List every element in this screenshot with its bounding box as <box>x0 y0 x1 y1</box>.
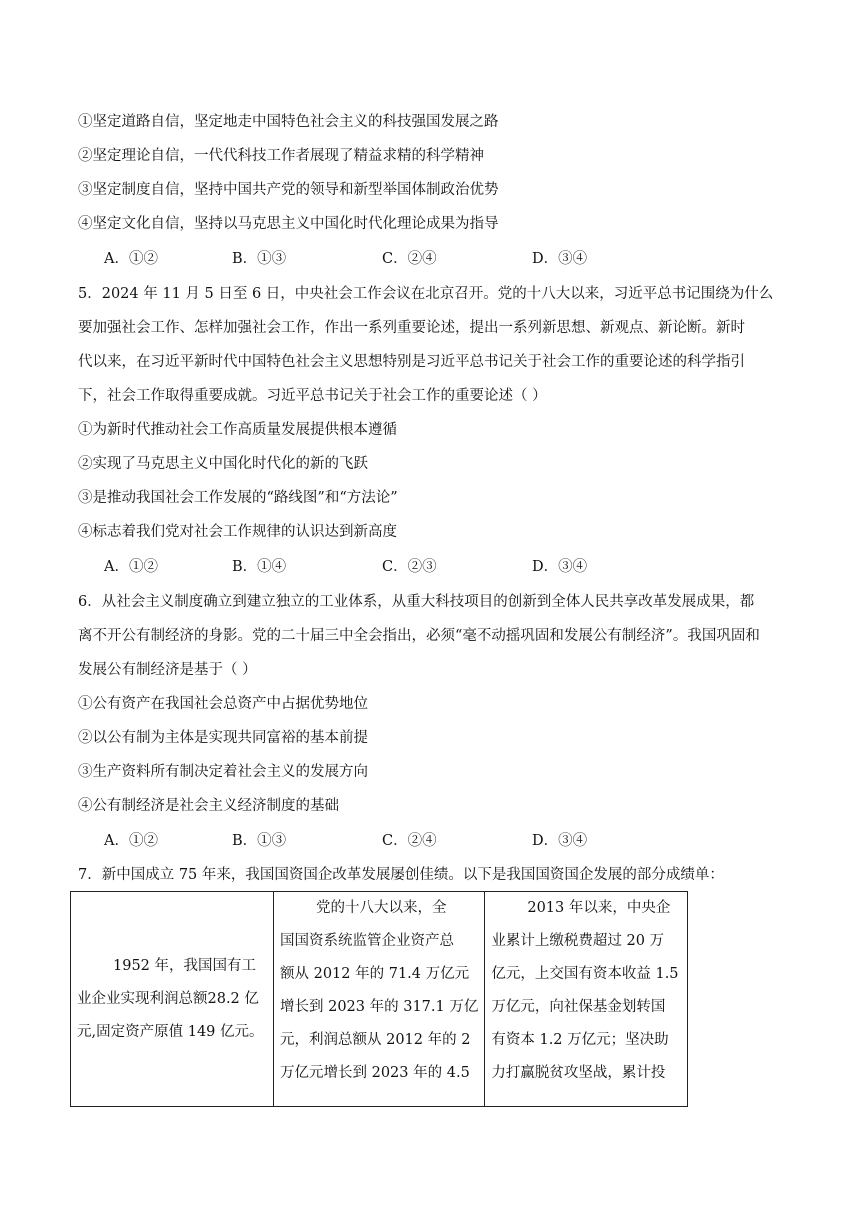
q5-stem-line-4: 下，社会工作取得重要成就。习近平总书记关于社会工作的重要论述（ ） <box>78 388 547 404</box>
q5-stem-line-3: 代以来，在习近平新时代中国特色社会主义思想特别是习近平总书记关于社会工作的重要论述的科学指引 <box>78 354 745 370</box>
q4-option-b[interactable]: B．①③ <box>232 251 287 267</box>
q4-option-d[interactable]: D．③④ <box>532 251 588 267</box>
q4-option-c[interactable]: C．②④ <box>382 251 437 267</box>
table-cell-line: 元,固定资产原值 149 亿元。 <box>77 1023 264 1040</box>
q6-statement-2: ②以公有制为主体是实现共同富裕的基本前提 <box>78 730 368 746</box>
q5-option-c[interactable]: C．②③ <box>382 559 437 575</box>
table-cell-line: 万亿元增长到 2023 年的 4.5 <box>280 1065 470 1081</box>
q6-statement-3: ③生产资料所有制决定着社会主义的发展方向 <box>78 764 368 780</box>
q6-statement-1: ①公有资产在我国社会总资产中占据优势地位 <box>78 696 368 712</box>
q5-stem-line-1: 5．2024 年 11 月 5 日至 6 日，中央社会工作会议在北京召开。党的十八大以来，习近平总书记围绕为什么 <box>78 286 774 302</box>
table-cell-1952 <box>71 892 274 1107</box>
q6-option-d[interactable]: D．③④ <box>532 833 588 849</box>
q7-stem: 7．新中国成立 75 年来，我国国资国企改革发展屡创佳绩。以下是我国国资国企发展的部分成绩单： <box>78 867 724 883</box>
table-cell-line: 2013 年以来，中央企 <box>527 900 671 916</box>
q5-statement-2: ②实现了马克思主义中国化时代化的新的飞跃 <box>78 456 368 472</box>
table-cell-line: 力打赢脱贫攻坚战，累计投 <box>491 1065 666 1081</box>
table-cell-line: 万亿元，向社保基金划转国 <box>491 999 666 1015</box>
table-cell-since-2013 <box>485 892 688 1107</box>
table-cell-line: 党的十八大以来，全 <box>316 900 447 916</box>
table-cell-line: 额从 2012 年的 71.4 万亿元 <box>280 966 470 982</box>
q6-option-a[interactable]: A．①② <box>104 833 158 849</box>
table-cell-line: 1952 年，我国国有工 <box>113 957 257 974</box>
q5-statement-4: ④标志着我们党对社会工作规律的认识达到新高度 <box>78 524 397 540</box>
table-cell-line: 增长到 2023 年的 317.1 万亿 <box>280 999 479 1015</box>
q5-statement-1: ①为新时代推动社会工作高质量发展提供根本遵循 <box>78 422 397 438</box>
q6-option-c[interactable]: C．②④ <box>382 833 437 849</box>
q5-option-a[interactable]: A．①② <box>104 559 158 575</box>
q6-stem-line-1: 6．从社会主义制度确立到建立独立的工业体系，从重大科技项目的创新到全体人民共享改革发展成果，都 <box>78 594 755 610</box>
table-row <box>71 892 688 1107</box>
q6-statement-4: ④公有制经济是社会主义经济制度的基础 <box>78 798 339 814</box>
table-cell-line: 国国资系统监管企业资产总 <box>280 933 454 949</box>
q4-statement-3: ③坚定制度自信，坚持中国共产党的领导和新型举国体制政治优势 <box>78 182 499 198</box>
table-cell-line: 元，利润总额从 2012 年的 2 <box>280 1032 471 1048</box>
achievements-table <box>70 891 688 1107</box>
q5-option-b[interactable]: B．①④ <box>232 559 287 575</box>
q5-stem-line-2: 要加强社会工作、怎样加强社会工作，作出一系列重要论述，提出一系列新思想、新观点、新论断。新时 <box>78 320 745 336</box>
table-cell-line: 有资本 1.2 万亿元；坚决助 <box>491 1032 669 1048</box>
table-cell-18th-congress <box>274 892 485 1107</box>
q4-statement-1: ①坚定道路自信，坚定地走中国特色社会主义的科技强国发展之路 <box>78 114 499 130</box>
q6-stem-line-2: 离不开公有制经济的身影。党的二十届三中全会指出，必须“毫不动摇巩固和发展公有制经济”。我国巩固和 <box>78 628 760 644</box>
q6-option-b[interactable]: B．①③ <box>232 833 287 849</box>
q6-stem-line-3: 发展公有制经济是基于（ ） <box>78 662 257 678</box>
table-cell-line: 亿元，上交国有资本收益 1.5 <box>491 966 679 982</box>
q4-option-a[interactable]: A．①② <box>104 251 158 267</box>
q5-option-d[interactable]: D．③④ <box>532 559 588 575</box>
q4-statement-4: ④坚定文化自信，坚持以马克思主义中国化时代化理论成果为指导 <box>78 216 499 232</box>
q4-statement-2: ②坚定理论自信，一代代科技工作者展现了精益求精的科学精神 <box>78 148 484 164</box>
table-cell-line: 业累计上缴税费超过 20 万 <box>491 933 665 949</box>
table-cell-line: 业企业实现利润总额28.2 亿 <box>77 990 259 1007</box>
q5-statement-3: ③是推动我国社会工作发展的“路线图”和“方法论” <box>78 490 398 506</box>
